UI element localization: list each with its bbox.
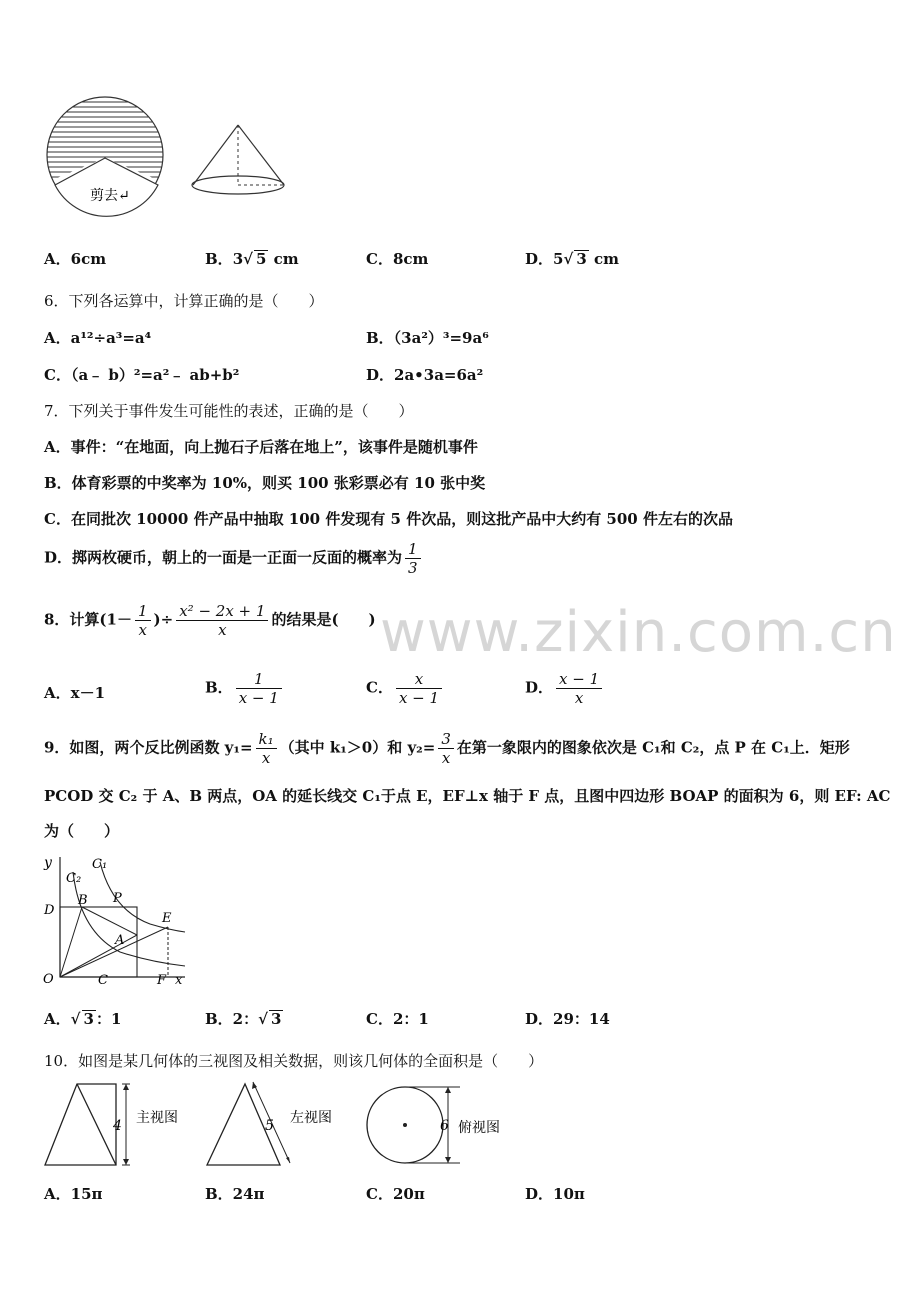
q7-option-a[interactable]: A．事件：“在地面，向上抛石子后落在地上”，该事件是随机事件	[44, 438, 478, 456]
svg-text:4: 4	[113, 1118, 122, 1134]
q9-stem-line3: 为（ ）	[44, 822, 120, 840]
svg-text:左视图: 左视图	[290, 1110, 332, 1126]
sqrt-radical: √	[563, 250, 574, 268]
svg-text:D: D	[44, 903, 55, 918]
q5-b-coef: 3	[232, 250, 244, 268]
q5-b-unit: cm	[268, 250, 299, 268]
q5-d-coef: 5	[553, 250, 564, 268]
rect-pcod	[60, 907, 137, 977]
q7-option-c[interactable]: C．在同批次 10000 件产品中抽取 100 件发现有 5 件次品，则这批产品中大约有 500 件左右的次品	[44, 510, 733, 528]
svg-text:C₁: C₁	[92, 857, 108, 872]
q5-option-c[interactable]: C．8cm	[366, 250, 429, 268]
q9-stem-line2: PCOD 交 C₂ 于 A、B 两点，OA 的延长线交 C₁于点 E，EF⊥x 轴于 F 点，且图中四边形 BOAP 的面积为 6，则 EF: AC	[44, 787, 891, 805]
q7-option-b[interactable]: B．体育彩票的中奖率为 10%，则买 100 张彩票必有 10 张中奖	[44, 474, 486, 492]
q6-option-c[interactable]: C．（a﹣ b）²=a²﹣ ab+b²	[44, 366, 240, 384]
svg-text:C₂: C₂	[66, 871, 82, 886]
svg-text:O: O	[43, 972, 54, 987]
q6-stem: 6．下列各运算中，计算正确的是（ ）	[44, 292, 324, 310]
q7-option-d[interactable]	[44, 540, 424, 577]
svg-text:5: 5	[265, 1118, 274, 1134]
top-view	[367, 1087, 500, 1163]
q9-stem-line1: 9．如图，两个反比例函数 y₁= $\frac{\text{k₁}}{x}$ （其中 k₁＞0）和 y₂= $\frac{3}{x}$ 在第一象限内的图象依次是 C₁和 C₂，点 P 在 C₁上．矩形	[44, 730, 850, 767]
q9-option-c[interactable]: C．2：1	[366, 1010, 429, 1028]
q7-d-fraction: $\frac{1}{3}$	[405, 540, 421, 577]
q5-option-d[interactable]	[525, 248, 619, 269]
svg-text:B: B	[78, 893, 88, 908]
q10-option-b[interactable]: B．24π	[205, 1185, 265, 1203]
q8-stem-b: )÷	[153, 610, 174, 629]
q5-option-a[interactable]: A．6cm	[44, 250, 107, 268]
q10-stem: 10．如图是某几何体的三视图及相关数据，则该几何体的全面积是（ ）	[44, 1052, 544, 1070]
q8-fraction-1: $\frac{1}{x}$	[135, 602, 151, 639]
q9-fraction-3: $\frac{3}{x}$	[438, 730, 454, 767]
q6-option-a[interactable]: A．a¹²÷a³=a⁴	[44, 329, 152, 347]
q5-d-radicand: 3	[576, 250, 587, 268]
q8-option-b[interactable]: B． $\frac{1}{x - 1}$	[205, 670, 285, 707]
svg-text:俯视图: 俯视图	[458, 1120, 500, 1136]
q5-d-unit: cm	[588, 250, 619, 268]
q6-option-d[interactable]: D．2a•3a=6a²	[366, 366, 484, 384]
sqrt-radical: √	[243, 250, 253, 268]
svg-text:y: y	[44, 855, 52, 871]
q10-option-a[interactable]: A．15π	[44, 1185, 103, 1203]
cone-figure	[40, 90, 300, 230]
svg-text:C: C	[98, 973, 108, 987]
svg-text:6: 6	[440, 1118, 449, 1134]
q8-fraction-2: $\frac{\text{x² − 2x + 1}}{x}$	[176, 602, 268, 639]
q9-graph	[40, 852, 190, 987]
q7-stem: 7．下列关于事件发生可能性的表述，正确的是（ ）	[44, 402, 414, 420]
q10-option-c[interactable]: C．20π	[366, 1185, 425, 1203]
q6-option-b[interactable]: B．（3a²）³=9a⁶	[366, 329, 489, 347]
q8-stem-c: 的结果是( )	[271, 610, 376, 629]
svg-text:P: P	[113, 891, 122, 906]
q9-option-d[interactable]: D．29：14	[525, 1010, 610, 1028]
q5-option-b[interactable]	[205, 248, 299, 269]
svg-text:x: x	[175, 973, 183, 987]
side-view	[207, 1082, 332, 1165]
q8-option-c[interactable]: C． $\frac{x}{x - 1}$	[366, 670, 445, 707]
q8-stem-a: 8．计算(1－	[44, 610, 132, 629]
q9-option-b[interactable]: B．2：√ 3	[205, 1010, 282, 1028]
front-view	[45, 1084, 178, 1165]
q8-option-d[interactable]: D． $\frac{x - 1}{x}$	[525, 670, 605, 707]
q9-option-a[interactable]: A．√ 3 ：1	[44, 1010, 122, 1028]
svg-text:F: F	[157, 973, 167, 987]
q9-fraction-k1: $\frac{\text{k₁}}{x}$	[256, 730, 277, 767]
q8-stem	[44, 602, 376, 639]
q5-b-radicand: 5	[255, 250, 267, 268]
watermark: www.zixin.com.cn	[380, 600, 897, 665]
q10-option-d[interactable]: D．10π	[525, 1185, 585, 1203]
q10-three-views	[40, 1080, 520, 1170]
svg-text:A: A	[115, 933, 125, 948]
cut-label: 剪去↵	[90, 188, 130, 204]
svg-text:E: E	[162, 911, 172, 926]
q7-d-text: D．掷两枚硬币，朝上的一面是一正面一反面的概率为	[44, 548, 403, 567]
q5-b-prefix: B．	[205, 250, 233, 268]
q5-d-prefix: D．	[525, 250, 554, 268]
q8-option-a[interactable]: A．x－1	[44, 684, 106, 702]
svg-text:主视图: 主视图	[136, 1110, 178, 1126]
